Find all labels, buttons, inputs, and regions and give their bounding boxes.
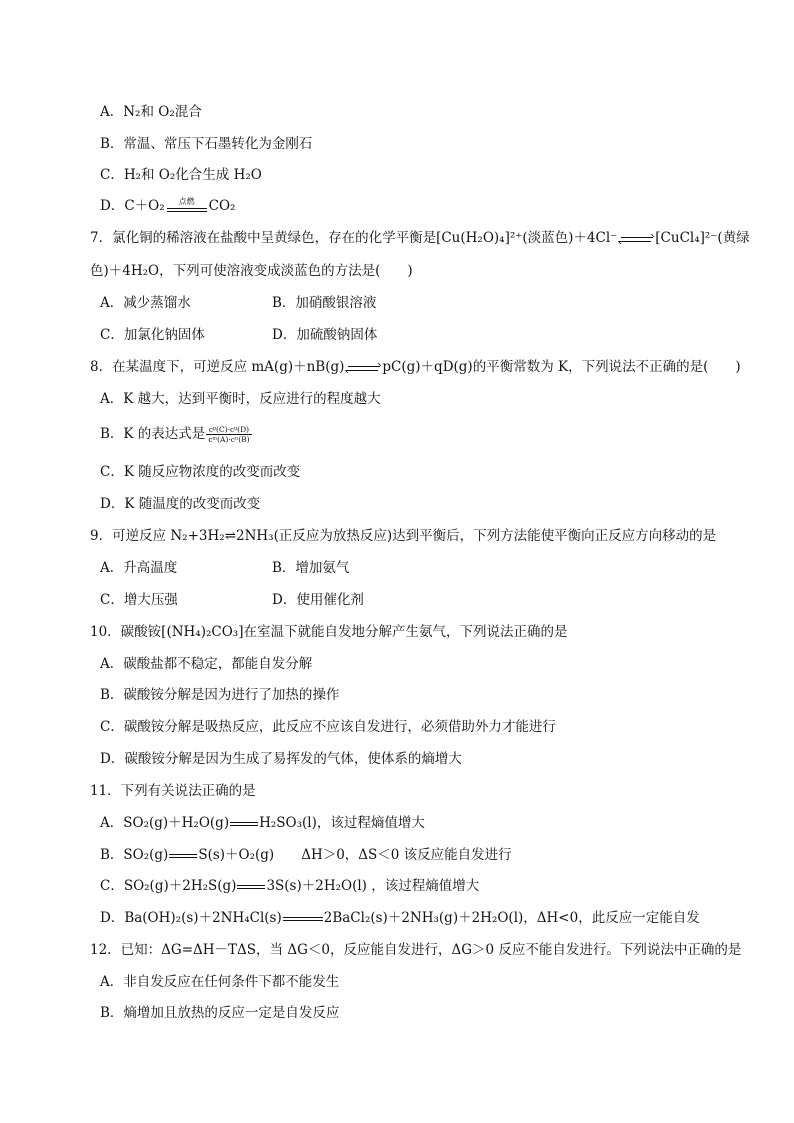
reversible-arrow-icon — [346, 363, 380, 373]
q11-option-a-products: H₂SO₃(l)，该过程熵值增大 — [259, 815, 425, 831]
q7-stem-line1 — [90, 229, 750, 247]
q9-option-d: D．使用催化剂 — [272, 592, 364, 608]
q9-stem: 9．可逆反应 N₂+3H₂⇌2NH₃(正反应为放热反应)达到平衡后，下列方法能使平衡向正反应方向移动的是 — [90, 528, 717, 544]
q8-option-c: C．K 随反应物浓度的改变而改变 — [100, 464, 301, 480]
q6-option-d-reactants: D．C＋O₂ — [100, 198, 165, 214]
q11-option-a-reactants: A．SO₂(g)＋H₂O(g) — [100, 815, 230, 831]
equals-arrow-icon — [169, 851, 197, 861]
fraction-numerator: cᵖ(C)·cᵍ(D) — [206, 425, 251, 435]
q7-option-d: D．加硫酸钠固体 — [272, 327, 378, 343]
q11-option-c-products: 3S(s)＋2H₂O(l) ，该过程熵值增大 — [266, 878, 480, 894]
q8-option-b — [100, 425, 252, 444]
q10-stem: 10．碳酸铵[(NH₄)₂CO₃]在室温下就能自发地分解产生氨气，下列说法正确的是 — [90, 624, 568, 640]
q10-option-d: D．碳酸铵分解是因为生成了易挥发的气体，使体系的熵增大 — [100, 751, 462, 767]
q6-option-d — [100, 197, 235, 216]
q9-option-a: A．升高温度 — [100, 560, 178, 576]
q11-option-a — [100, 814, 425, 832]
q11-option-b-products: S(s)＋O₂(g) ΔH＞0，ΔS＜0 该反应能自发进行 — [198, 847, 512, 863]
q6-option-c: C．H₂和 O₂化合生成 H₂O — [100, 167, 262, 183]
q6-option-d-product: CO₂ — [208, 198, 236, 214]
q11-option-d-reactants: D．Ba(OH)₂(s)＋2NH₄Cl(s) — [100, 910, 282, 926]
q12-stem: 12．已知：ΔG=ΔH－TΔS，当 ΔG＜0，反应能自发进行，ΔG＞0 反应不能自发进行。下列说法中正确的是 — [90, 942, 742, 958]
q11-option-b-reactants: B．SO₂(g) — [100, 847, 169, 863]
q12-option-b: B．熵增加且放热的反应一定是自发反应 — [100, 1005, 340, 1021]
q11-option-d-products: 2BaCl₂(s)＋2NH₃(g)＋2H₂O(l)，ΔH<0，此反应一定能自发 — [323, 910, 700, 926]
q11-stem: 11．下列有关说法正确的是 — [90, 783, 256, 799]
q11-option-b — [100, 846, 512, 864]
q7-stem-part2: [CuCl₄]²⁻(黄绿 — [655, 230, 750, 246]
q6-option-a: A．N₂和 O₂混合 — [100, 104, 202, 120]
q7-stem-part1: 7．氯化铜的稀溶液在盐酸中呈黄绿色，存在的化学平衡是[Cu(H₂O)₄]²⁺(淡蓝色)＋4Cl⁻ — [90, 230, 618, 246]
q8-stem — [90, 358, 741, 376]
q12-option-a: A．非自发反应在任何条件下都不能发生 — [100, 974, 340, 990]
reaction-condition-arrow — [165, 198, 209, 216]
q10-option-c: C．碳酸铵分解是吸热反应，此反应不应该自发进行，必须借助外力才能进行 — [100, 719, 556, 735]
equilibrium-constant-fraction — [206, 425, 251, 444]
q8-option-b-text: B．K 的表达式是 — [100, 426, 206, 442]
q8-stem-part2: pC(g)＋qD(g)的平衡常数为 K，下列说法不正确的是( ) — [382, 359, 741, 375]
equals-arrow-icon — [230, 819, 258, 829]
q8-stem-part1: 8．在某温度下，可逆反应 mA(g)＋nB(g) — [90, 359, 345, 375]
q10-option-b: B．碳酸铵分解是因为进行了加热的操作 — [100, 687, 340, 703]
q8-option-d: D．K 随温度的改变而改变 — [100, 496, 261, 512]
q11-option-d — [100, 909, 700, 927]
q6-option-b: B．常温、常压下石墨转化为金刚石 — [100, 136, 313, 152]
q9-option-c: C．增大压强 — [100, 592, 178, 608]
reaction-condition-label: 点燃 — [178, 196, 195, 206]
q7-stem-line2: 色)＋4H₂O，下列可使溶液变成淡蓝色的方法是( ) — [90, 263, 413, 279]
fraction-denominator: cᵐ(A)·cⁿ(B) — [208, 435, 250, 444]
q11-option-c-reactants: C．SO₂(g)＋2H₂S(g) — [100, 878, 237, 894]
q10-option-a: A．碳酸盐都不稳定，都能自发分解 — [100, 656, 313, 672]
equals-arrow-icon — [237, 882, 265, 892]
q11-option-c — [100, 877, 479, 895]
q7-option-b: B．加硝酸银溶液 — [272, 295, 377, 311]
q8-option-a: A．K 越大，达到平衡时，反应进行的程度越大 — [100, 391, 381, 407]
equals-arrow-icon — [283, 914, 323, 924]
reversible-arrow-icon — [619, 234, 653, 244]
q7-option-a: A．减少蒸馏水 — [100, 295, 191, 311]
q9-option-b: B．增加氨气 — [272, 560, 350, 576]
q7-option-c: C．加氯化钠固体 — [100, 327, 205, 343]
